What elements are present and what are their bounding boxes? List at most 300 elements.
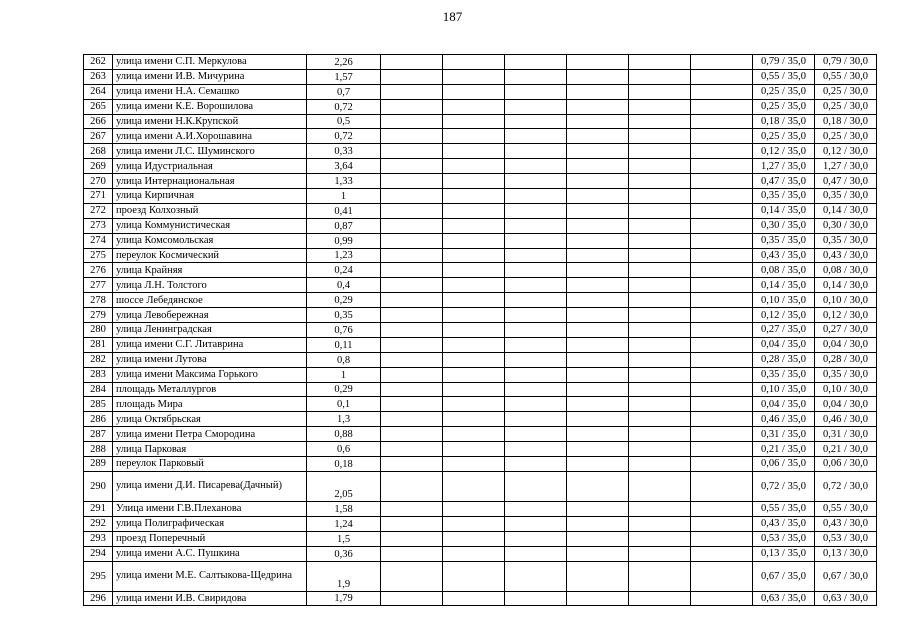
street-name-cell: Улица имени Г.В.Плеханова <box>113 501 307 516</box>
empty-cell <box>629 471 691 501</box>
street-name-cell: улица имени Лутова <box>113 352 307 367</box>
empty-cell <box>381 114 443 129</box>
empty-cell <box>567 84 629 99</box>
street-name-cell: улица имени Д.И. Писарева(Дачный) <box>113 471 307 501</box>
ratio-35-cell: 0,63 / 35,0 <box>753 591 815 606</box>
empty-cell <box>691 203 753 218</box>
empty-cell <box>443 189 505 204</box>
empty-cell <box>443 471 505 501</box>
street-name-cell: улица имени Н.К.Крупской <box>113 114 307 129</box>
empty-cell <box>443 352 505 367</box>
ratio-30-cell: 0,14 / 30,0 <box>815 278 877 293</box>
length-cell: 1,3 <box>307 412 381 427</box>
empty-cell <box>567 397 629 412</box>
empty-cell <box>567 367 629 382</box>
row-number-cell: 280 <box>84 323 113 338</box>
length-cell: 0,7 <box>307 84 381 99</box>
row-number-cell: 294 <box>84 546 113 561</box>
empty-cell <box>505 293 567 308</box>
empty-cell <box>505 69 567 84</box>
table-row <box>84 263 877 278</box>
street-name-cell: улица Ленинградская <box>113 323 307 338</box>
table-row <box>84 457 877 472</box>
table-row <box>84 159 877 174</box>
empty-cell <box>567 293 629 308</box>
row-number-cell: 269 <box>84 159 113 174</box>
row-number-cell: 292 <box>84 516 113 531</box>
empty-cell <box>629 144 691 159</box>
empty-cell <box>567 159 629 174</box>
empty-cell <box>629 233 691 248</box>
empty-cell <box>691 99 753 114</box>
row-number-cell: 263 <box>84 69 113 84</box>
empty-cell <box>443 367 505 382</box>
empty-cell <box>691 412 753 427</box>
table-row <box>84 129 877 144</box>
empty-cell <box>505 174 567 189</box>
empty-cell <box>505 189 567 204</box>
empty-cell <box>567 352 629 367</box>
row-number-cell: 291 <box>84 501 113 516</box>
empty-cell <box>691 189 753 204</box>
row-number-cell: 296 <box>84 591 113 606</box>
ratio-35-cell: 0,67 / 35,0 <box>753 561 815 591</box>
empty-cell <box>381 308 443 323</box>
ratio-35-cell: 0,47 / 35,0 <box>753 174 815 189</box>
ratio-30-cell: 0,46 / 30,0 <box>815 412 877 427</box>
empty-cell <box>381 323 443 338</box>
empty-cell <box>629 308 691 323</box>
empty-cell <box>381 99 443 114</box>
empty-cell <box>629 352 691 367</box>
ratio-35-cell: 0,14 / 35,0 <box>753 203 815 218</box>
empty-cell <box>381 233 443 248</box>
empty-cell <box>567 471 629 501</box>
empty-cell <box>381 427 443 442</box>
row-number-cell: 276 <box>84 263 113 278</box>
empty-cell <box>443 263 505 278</box>
row-number-cell: 275 <box>84 248 113 263</box>
row-number-cell: 295 <box>84 561 113 591</box>
empty-cell <box>505 84 567 99</box>
length-cell: 1,9 <box>307 561 381 591</box>
empty-cell <box>567 531 629 546</box>
street-name-cell: проезд Поперечный <box>113 531 307 546</box>
empty-cell <box>505 561 567 591</box>
length-cell: 0,18 <box>307 457 381 472</box>
empty-cell <box>505 427 567 442</box>
empty-cell <box>691 561 753 591</box>
empty-cell <box>691 382 753 397</box>
empty-cell <box>691 323 753 338</box>
length-cell: 0,76 <box>307 323 381 338</box>
empty-cell <box>629 501 691 516</box>
empty-cell <box>691 501 753 516</box>
length-cell: 0,72 <box>307 99 381 114</box>
empty-cell <box>691 144 753 159</box>
empty-cell <box>443 546 505 561</box>
empty-cell <box>505 55 567 70</box>
ratio-30-cell: 0,43 / 30,0 <box>815 248 877 263</box>
row-number-cell: 279 <box>84 308 113 323</box>
empty-cell <box>443 248 505 263</box>
empty-cell <box>381 591 443 606</box>
row-number-cell: 289 <box>84 457 113 472</box>
empty-cell <box>691 546 753 561</box>
empty-cell <box>629 412 691 427</box>
empty-cell <box>691 114 753 129</box>
empty-cell <box>567 457 629 472</box>
empty-cell <box>567 114 629 129</box>
street-name-cell: улица Левобережная <box>113 308 307 323</box>
row-number-cell: 288 <box>84 442 113 457</box>
table-row <box>84 323 877 338</box>
length-cell: 0,88 <box>307 427 381 442</box>
ratio-35-cell: 0,25 / 35,0 <box>753 84 815 99</box>
table-row <box>84 471 877 501</box>
empty-cell <box>629 114 691 129</box>
empty-cell <box>691 308 753 323</box>
empty-cell <box>629 531 691 546</box>
empty-cell <box>443 308 505 323</box>
table-row <box>84 174 877 189</box>
empty-cell <box>381 263 443 278</box>
ratio-35-cell: 0,06 / 35,0 <box>753 457 815 472</box>
empty-cell <box>691 84 753 99</box>
street-name-cell: улица имени Л.С. Шуминского <box>113 144 307 159</box>
table-row <box>84 397 877 412</box>
length-cell: 2,05 <box>307 471 381 501</box>
ratio-35-cell: 0,21 / 35,0 <box>753 442 815 457</box>
street-name-cell: улица имени М.Е. Салтыкова-Щедрина <box>113 561 307 591</box>
empty-cell <box>691 263 753 278</box>
table-row <box>84 442 877 457</box>
table-row <box>84 352 877 367</box>
street-name-cell: улица имени А.И.Хорошавина <box>113 129 307 144</box>
ratio-35-cell: 0,18 / 35,0 <box>753 114 815 129</box>
ratio-35-cell: 0,25 / 35,0 <box>753 129 815 144</box>
ratio-30-cell: 0,13 / 30,0 <box>815 546 877 561</box>
row-number-cell: 284 <box>84 382 113 397</box>
length-cell: 0,1 <box>307 397 381 412</box>
empty-cell <box>629 99 691 114</box>
ratio-35-cell: 0,55 / 35,0 <box>753 69 815 84</box>
length-cell: 1,57 <box>307 69 381 84</box>
ratio-30-cell: 0,35 / 30,0 <box>815 233 877 248</box>
ratio-35-cell: 0,43 / 35,0 <box>753 248 815 263</box>
length-cell: 0,87 <box>307 218 381 233</box>
empty-cell <box>381 203 443 218</box>
empty-cell <box>381 144 443 159</box>
length-cell: 2,26 <box>307 55 381 70</box>
empty-cell <box>381 352 443 367</box>
empty-cell <box>567 323 629 338</box>
empty-cell <box>691 55 753 70</box>
empty-cell <box>381 293 443 308</box>
row-number-cell: 272 <box>84 203 113 218</box>
empty-cell <box>443 382 505 397</box>
empty-cell <box>629 397 691 412</box>
empty-cell <box>443 69 505 84</box>
empty-cell <box>567 337 629 352</box>
empty-cell <box>691 367 753 382</box>
ratio-30-cell: 0,47 / 30,0 <box>815 174 877 189</box>
empty-cell <box>505 457 567 472</box>
row-number-cell: 264 <box>84 84 113 99</box>
empty-cell <box>381 218 443 233</box>
length-cell: 0,36 <box>307 546 381 561</box>
row-number-cell: 271 <box>84 189 113 204</box>
empty-cell <box>567 248 629 263</box>
ratio-35-cell: 0,43 / 35,0 <box>753 516 815 531</box>
length-cell: 0,6 <box>307 442 381 457</box>
row-number-cell: 265 <box>84 99 113 114</box>
empty-cell <box>567 99 629 114</box>
table-row <box>84 233 877 248</box>
length-cell: 0,35 <box>307 308 381 323</box>
empty-cell <box>505 203 567 218</box>
empty-cell <box>505 471 567 501</box>
empty-cell <box>567 55 629 70</box>
table-body <box>84 55 877 606</box>
empty-cell <box>567 427 629 442</box>
table-row <box>84 308 877 323</box>
empty-cell <box>567 174 629 189</box>
empty-cell <box>629 248 691 263</box>
ratio-35-cell: 0,14 / 35,0 <box>753 278 815 293</box>
empty-cell <box>691 129 753 144</box>
length-cell: 0,8 <box>307 352 381 367</box>
empty-cell <box>505 337 567 352</box>
street-name-cell: площадь Мира <box>113 397 307 412</box>
empty-cell <box>691 218 753 233</box>
street-name-cell: улица Кирпичная <box>113 189 307 204</box>
table-row <box>84 337 877 352</box>
empty-cell <box>567 203 629 218</box>
empty-cell <box>505 218 567 233</box>
empty-cell <box>629 323 691 338</box>
empty-cell <box>443 218 505 233</box>
table-row <box>84 367 877 382</box>
row-number-cell: 287 <box>84 427 113 442</box>
empty-cell <box>381 159 443 174</box>
empty-cell <box>691 397 753 412</box>
table-row <box>84 412 877 427</box>
ratio-35-cell: 0,08 / 35,0 <box>753 263 815 278</box>
empty-cell <box>505 531 567 546</box>
empty-cell <box>505 278 567 293</box>
table-row <box>84 382 877 397</box>
roads-table <box>83 54 877 606</box>
street-name-cell: улица Интернациональная <box>113 174 307 189</box>
empty-cell <box>691 531 753 546</box>
empty-cell <box>443 174 505 189</box>
ratio-30-cell: 0,04 / 30,0 <box>815 337 877 352</box>
empty-cell <box>443 55 505 70</box>
street-name-cell: улица Коммунистическая <box>113 218 307 233</box>
ratio-30-cell: 0,30 / 30,0 <box>815 218 877 233</box>
table-row <box>84 69 877 84</box>
street-name-cell: улица имени С.Г. Литаврина <box>113 337 307 352</box>
empty-cell <box>629 591 691 606</box>
empty-cell <box>567 129 629 144</box>
empty-cell <box>691 442 753 457</box>
empty-cell <box>629 293 691 308</box>
empty-cell <box>691 248 753 263</box>
table-row <box>84 501 877 516</box>
ratio-35-cell: 0,12 / 35,0 <box>753 308 815 323</box>
empty-cell <box>629 278 691 293</box>
length-cell: 0,99 <box>307 233 381 248</box>
row-number-cell: 282 <box>84 352 113 367</box>
empty-cell <box>381 382 443 397</box>
ratio-35-cell: 0,10 / 35,0 <box>753 293 815 308</box>
street-name-cell: улица Крайняя <box>113 263 307 278</box>
ratio-30-cell: 0,35 / 30,0 <box>815 367 877 382</box>
length-cell: 1,33 <box>307 174 381 189</box>
table-row <box>84 144 877 159</box>
row-number-cell: 274 <box>84 233 113 248</box>
length-cell: 1,23 <box>307 248 381 263</box>
empty-cell <box>567 412 629 427</box>
empty-cell <box>629 561 691 591</box>
empty-cell <box>381 397 443 412</box>
street-name-cell: улица имени К.Е. Ворошилова <box>113 99 307 114</box>
empty-cell <box>381 442 443 457</box>
empty-cell <box>629 129 691 144</box>
ratio-35-cell: 0,04 / 35,0 <box>753 397 815 412</box>
empty-cell <box>567 308 629 323</box>
ratio-30-cell: 0,67 / 30,0 <box>815 561 877 591</box>
table-row <box>84 516 877 531</box>
empty-cell <box>567 546 629 561</box>
empty-cell <box>443 427 505 442</box>
ratio-35-cell: 0,72 / 35,0 <box>753 471 815 501</box>
empty-cell <box>443 323 505 338</box>
ratio-30-cell: 0,79 / 30,0 <box>815 55 877 70</box>
empty-cell <box>505 516 567 531</box>
empty-cell <box>505 99 567 114</box>
empty-cell <box>567 278 629 293</box>
row-number-cell: 267 <box>84 129 113 144</box>
table-row <box>84 591 877 606</box>
ratio-30-cell: 0,31 / 30,0 <box>815 427 877 442</box>
empty-cell <box>505 233 567 248</box>
table-row <box>84 99 877 114</box>
ratio-35-cell: 1,27 / 35,0 <box>753 159 815 174</box>
empty-cell <box>505 144 567 159</box>
empty-cell <box>381 531 443 546</box>
street-name-cell: площадь Металлургов <box>113 382 307 397</box>
ratio-35-cell: 0,04 / 35,0 <box>753 337 815 352</box>
empty-cell <box>629 84 691 99</box>
empty-cell <box>381 55 443 70</box>
length-cell: 3,64 <box>307 159 381 174</box>
empty-cell <box>629 367 691 382</box>
empty-cell <box>691 591 753 606</box>
empty-cell <box>443 278 505 293</box>
empty-cell <box>505 442 567 457</box>
empty-cell <box>629 457 691 472</box>
empty-cell <box>629 382 691 397</box>
empty-cell <box>629 189 691 204</box>
ratio-35-cell: 0,10 / 35,0 <box>753 382 815 397</box>
empty-cell <box>443 159 505 174</box>
street-name-cell: проезд Колхозный <box>113 203 307 218</box>
table-row <box>84 427 877 442</box>
empty-cell <box>567 442 629 457</box>
length-cell: 1,24 <box>307 516 381 531</box>
length-cell: 1,79 <box>307 591 381 606</box>
ratio-30-cell: 0,35 / 30,0 <box>815 189 877 204</box>
empty-cell <box>629 427 691 442</box>
table-row <box>84 55 877 70</box>
street-name-cell: улица Идустриальная <box>113 159 307 174</box>
empty-cell <box>567 233 629 248</box>
street-name-cell: улица имени С.П. Меркулова <box>113 55 307 70</box>
empty-cell <box>567 561 629 591</box>
empty-cell <box>505 129 567 144</box>
empty-cell <box>691 427 753 442</box>
ratio-30-cell: 0,55 / 30,0 <box>815 501 877 516</box>
row-number-cell: 277 <box>84 278 113 293</box>
street-name-cell: улица имени Максима Горького <box>113 367 307 382</box>
empty-cell <box>381 69 443 84</box>
street-name-cell: переулок Парковый <box>113 457 307 472</box>
ratio-30-cell: 0,25 / 30,0 <box>815 99 877 114</box>
empty-cell <box>629 203 691 218</box>
ratio-30-cell: 0,14 / 30,0 <box>815 203 877 218</box>
empty-cell <box>629 263 691 278</box>
street-name-cell: улица Л.Н. Толстого <box>113 278 307 293</box>
ratio-30-cell: 0,43 / 30,0 <box>815 516 877 531</box>
page-number: 187 <box>442 9 463 24</box>
row-number-cell: 268 <box>84 144 113 159</box>
empty-cell <box>691 471 753 501</box>
empty-cell <box>381 84 443 99</box>
empty-cell <box>691 278 753 293</box>
empty-cell <box>505 114 567 129</box>
ratio-30-cell: 0,28 / 30,0 <box>815 352 877 367</box>
row-number-cell: 290 <box>84 471 113 501</box>
row-number-cell: 283 <box>84 367 113 382</box>
empty-cell <box>505 248 567 263</box>
street-name-cell: улица имени И.В. Свиридова <box>113 591 307 606</box>
length-cell: 0,4 <box>307 278 381 293</box>
empty-cell <box>443 457 505 472</box>
ratio-30-cell: 0,55 / 30,0 <box>815 69 877 84</box>
length-cell: 1,58 <box>307 501 381 516</box>
empty-cell <box>505 263 567 278</box>
empty-cell <box>381 278 443 293</box>
empty-cell <box>443 293 505 308</box>
ratio-35-cell: 0,35 / 35,0 <box>753 367 815 382</box>
empty-cell <box>567 263 629 278</box>
empty-cell <box>381 457 443 472</box>
empty-cell <box>691 457 753 472</box>
ratio-30-cell: 1,27 / 30,0 <box>815 159 877 174</box>
ratio-35-cell: 0,27 / 35,0 <box>753 323 815 338</box>
table-row <box>84 546 877 561</box>
empty-cell <box>567 218 629 233</box>
length-cell: 0,33 <box>307 144 381 159</box>
table-row <box>84 278 877 293</box>
empty-cell <box>381 174 443 189</box>
empty-cell <box>691 174 753 189</box>
ratio-30-cell: 0,25 / 30,0 <box>815 129 877 144</box>
row-number-cell: 286 <box>84 412 113 427</box>
ratio-30-cell: 0,06 / 30,0 <box>815 457 877 472</box>
